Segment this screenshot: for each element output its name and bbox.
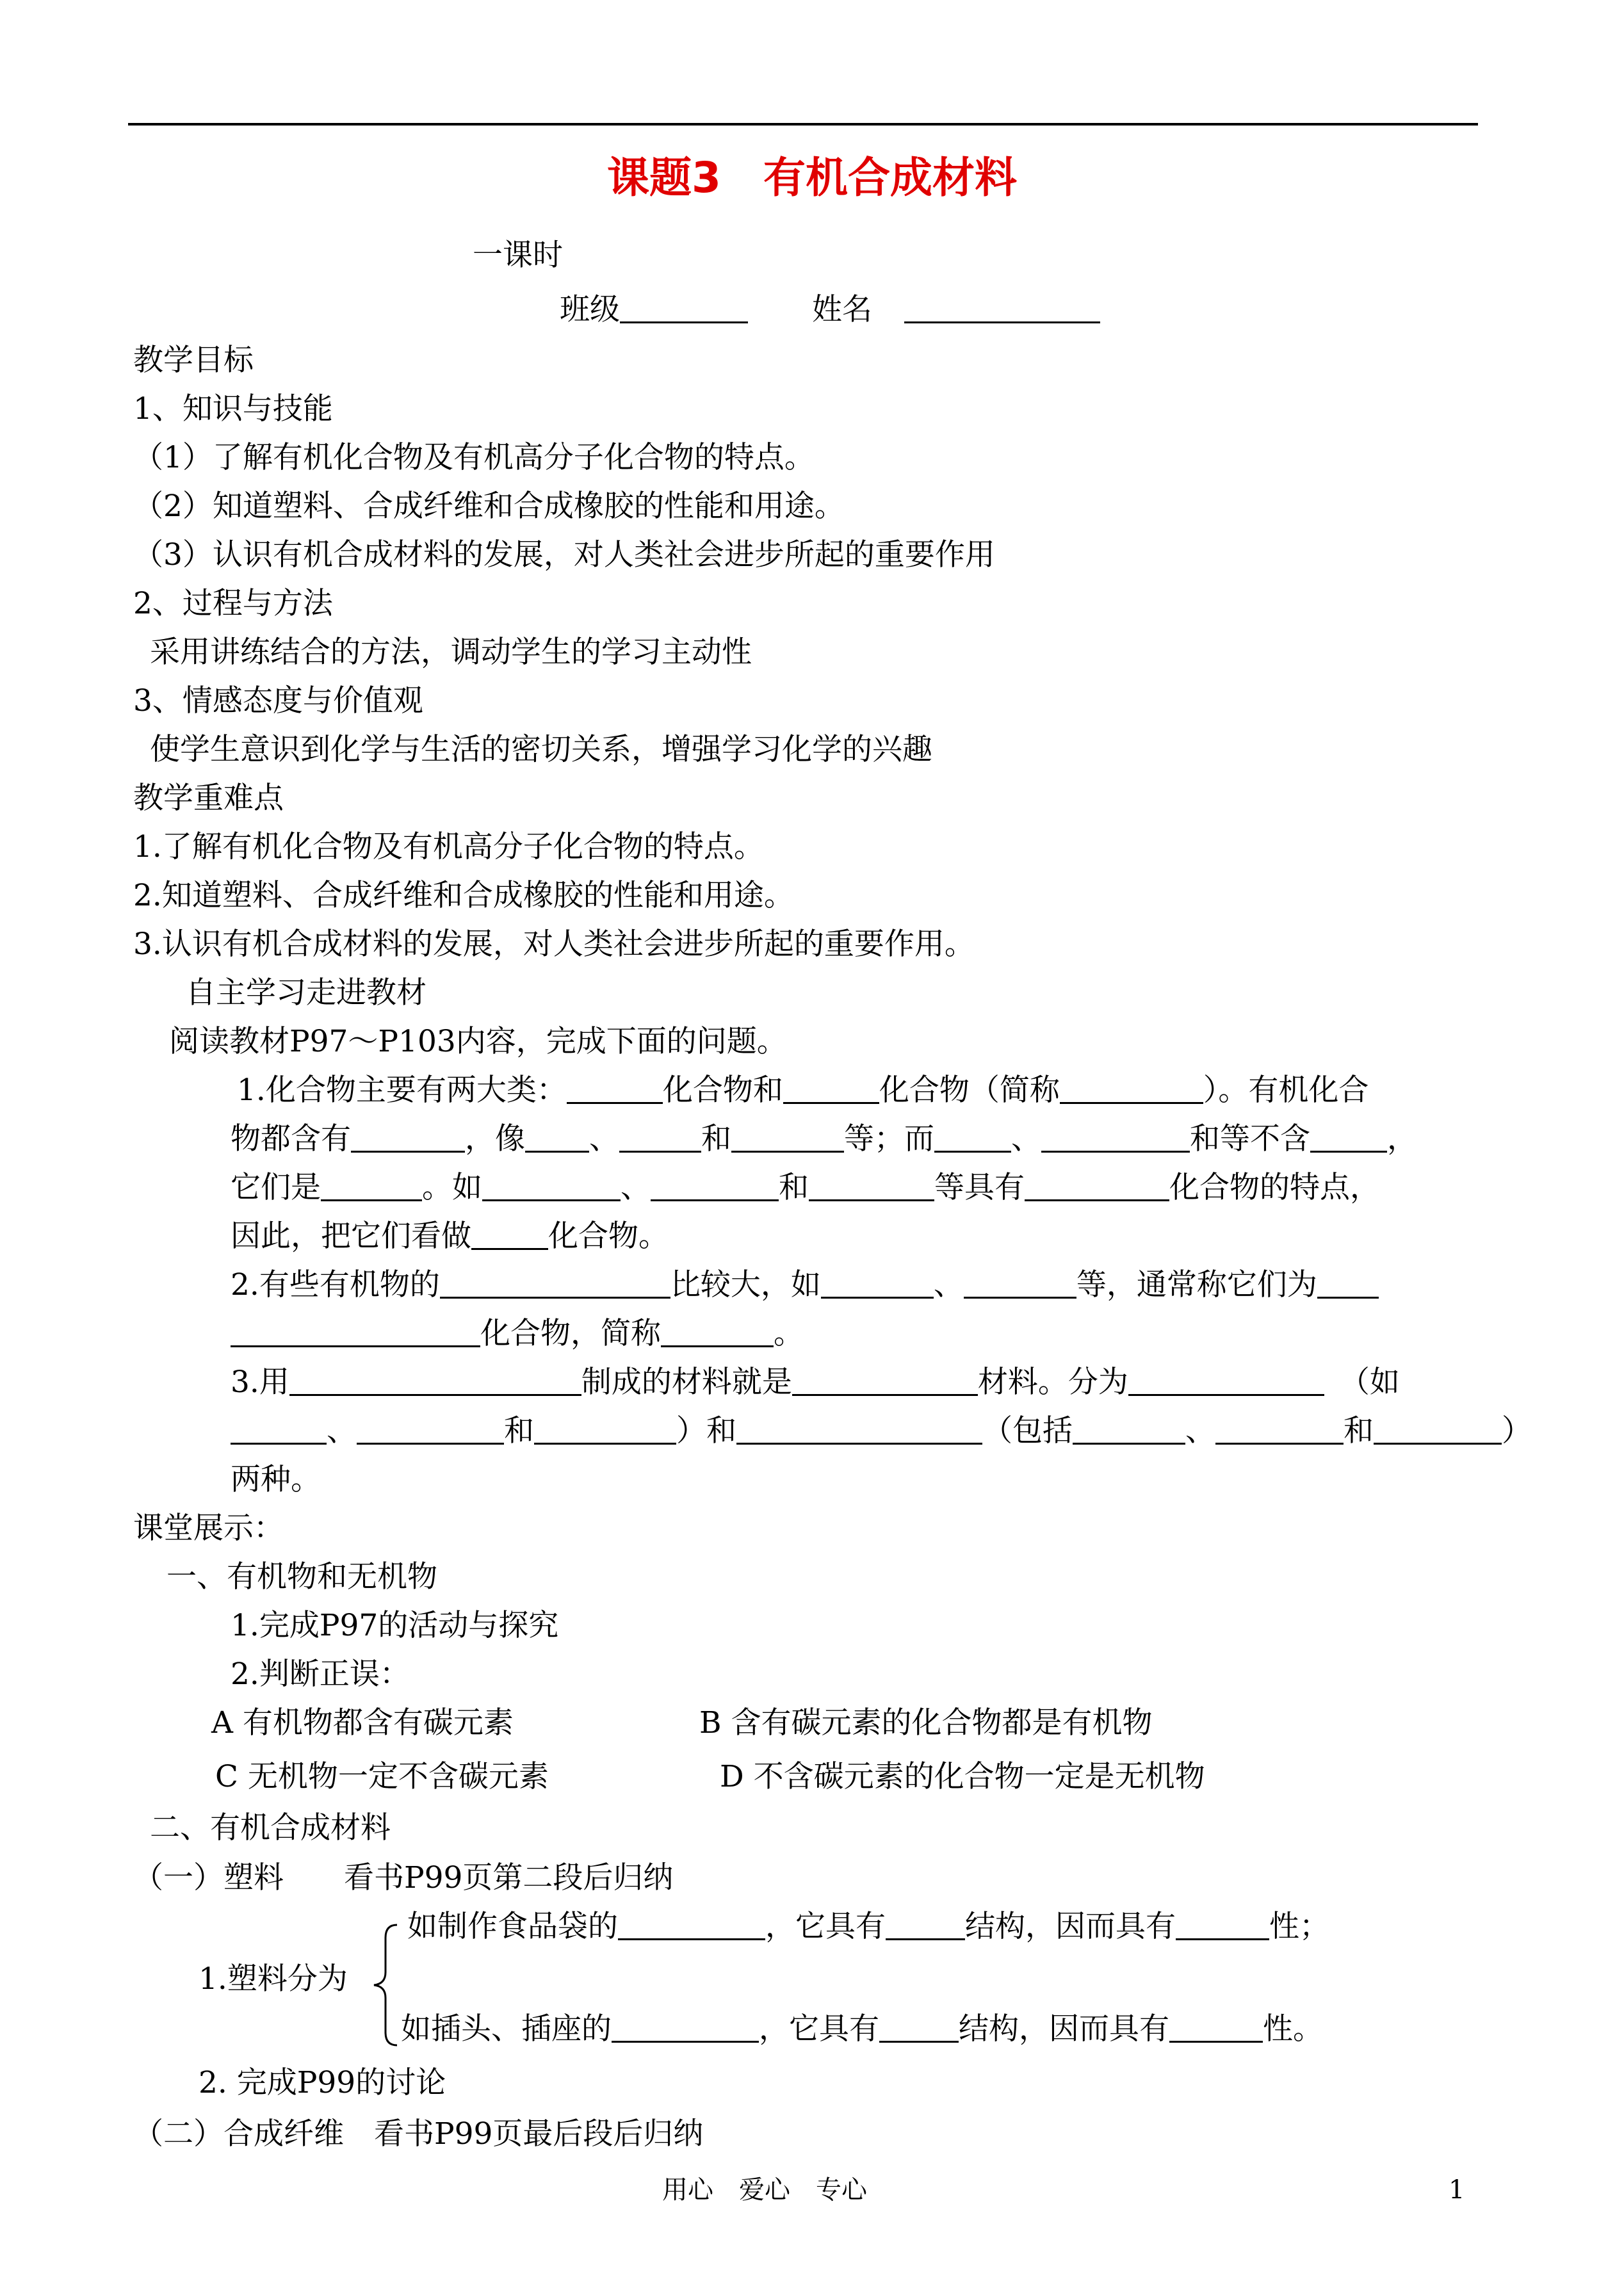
fill-blank[interactable] [471,1221,548,1250]
fill-blank[interactable] [661,1318,774,1347]
objective-item: 采用讲练结合的方法，调动学生的学习主动性 [150,635,752,670]
fill-blank[interactable] [1073,1416,1185,1445]
fill-blank[interactable] [821,1270,934,1299]
fill-blank[interactable] [1060,1075,1203,1104]
key-points-heading: 教学重难点 [133,781,284,816]
fill-blank[interactable] [482,1172,621,1201]
fill-blank[interactable] [612,2014,759,2043]
page-title: 课题3 有机合成材料 [607,153,1017,202]
fill-blank[interactable] [651,1172,779,1201]
fill-blank[interactable] [1374,1416,1502,1445]
brace-icon [371,1921,400,2049]
fill-blank[interactable] [357,1416,504,1445]
self-study-instruction: 阅读教材P97～P103内容，完成下面的问题。 [169,1024,787,1059]
key-point: 2.知道塑料、合成纤维和合成橡胶的性能和用途。 [133,878,794,913]
key-point: 1.了解有机化合物及有机高分子化合物的特点。 [133,829,764,864]
question-1-line-3: 它们是 。如 、 和 等具有 化合物的特点， [231,1170,1380,1205]
discussion-item: 2. 完成P99的讨论 [199,2065,446,2100]
activity-item: 1.完成P97的活动与探究 [231,1608,559,1643]
fill-blank[interactable] [731,1124,844,1153]
objective-section-2: 2、过程与方法 [133,586,333,621]
option-c: C 无机物一定不含碳元素 [215,1759,549,1794]
option-b: B 含有碳元素的化合物都是有机物 [699,1705,1153,1740]
fill-blank[interactable] [1176,1911,1269,1940]
fill-blank[interactable] [886,1911,965,1940]
fill-blank[interactable] [618,1911,765,1940]
question-3-line-2: 、 和 ）和 （包括 、 和 ） [231,1413,1532,1450]
objective-item: （1）了解有机化合物及有机高分子化合物的特点。 [133,440,815,475]
question-2-line-2: 化合物，简称 。 [231,1315,804,1352]
question-2-line-1: 2.有些有机物的 比较大，如 、 等，通常称它们为 [231,1267,1379,1304]
fill-blank[interactable] [1128,1367,1324,1396]
objectives-heading: 教学目标 [133,343,254,378]
key-point: 3.认识有机合成材料的发展，对人类社会进步所起的重要作用。 [133,927,975,962]
name-label: 姓名 [812,292,872,327]
fill-blank[interactable] [1025,1172,1169,1201]
question-3-line-3: 两种。 [231,1462,321,1497]
fill-blank[interactable] [1310,1124,1387,1153]
self-study-heading: 自主学习走进教材 [186,975,426,1010]
question-1-line-2: 物都含有 ，像 、 和 等；而 、 和等不含 ， [231,1121,1417,1156]
objective-item: （2）知道塑料、合成纤维和合成橡胶的性能和用途。 [133,489,845,524]
fill-blank[interactable] [351,1124,465,1153]
question-1-line-1: 1.化合物主要有两大类： 化合物和 化合物（简称 ）。有机化合 [237,1073,1369,1108]
option-a: A 有机物都含有碳元素 [211,1705,514,1740]
fill-blank[interactable] [809,1172,934,1201]
judge-item: 2.判断正误： [231,1657,410,1692]
fill-blank[interactable] [619,1124,701,1153]
plastics-heading: （一）塑料 看书P99页第二段后归纳 [133,1860,674,1895]
fill-blank[interactable] [525,1124,589,1153]
objective-item: 使学生意识到化学与生活的密切关系，增强学习化学的兴趣 [150,732,932,767]
fill-blank[interactable] [783,1075,879,1104]
plastic-type-a: 如制作食品袋的 ，它具有 结构，因而具有 性； [407,1909,1329,1944]
fill-blank[interactable] [534,1416,676,1445]
fill-blank[interactable] [1041,1124,1190,1153]
name-blank[interactable] [904,295,1100,323]
fill-blank[interactable] [1317,1270,1379,1299]
class-name-row [560,291,1100,328]
fill-blank[interactable] [231,1416,327,1445]
question-3-line-1: 3.用 制成的材料就是 材料。分为 （如 [231,1365,1400,1400]
objective-section-1: 1、知识与技能 [133,391,333,426]
classroom-heading: 课堂展示： [133,1511,284,1546]
lesson-period: 一课时 [473,238,563,273]
fill-blank[interactable] [567,1075,663,1104]
fill-blank[interactable] [1215,1416,1344,1445]
class-label: 班级 [560,292,620,327]
footer-motto: 用心 爱心 专心 [662,2175,867,2205]
fill-blank[interactable] [934,1124,1011,1153]
fill-blank[interactable] [964,1270,1076,1299]
fill-blank[interactable] [289,1367,581,1396]
objective-section-3: 3、情感态度与价值观 [133,683,423,718]
fill-blank[interactable] [736,1416,982,1445]
fiber-heading: （二）合成纤维 看书P99页最后段后归纳 [133,2116,704,2152]
fill-blank[interactable] [440,1270,670,1299]
objective-item: （3）认识有机合成材料的发展，对人类社会进步所起的重要作用 [133,537,995,572]
part-2-heading: 二、有机合成材料 [150,1810,391,1845]
plastics-classification-label: 1.塑料分为 [199,1961,348,1997]
fill-blank[interactable] [792,1367,978,1396]
fill-blank[interactable] [231,1318,480,1347]
class-blank[interactable] [620,295,748,323]
header-rule [128,123,1478,126]
plastic-type-b: 如插头、插座的 ，它具有 结构，因而具有 性。 [401,2011,1323,2047]
question-1-line-4: 因此，把它们看做 化合物。 [231,1219,669,1254]
fill-blank[interactable] [1169,2014,1263,2043]
page-number: 1 [1449,2175,1465,2205]
fill-blank[interactable] [321,1172,422,1201]
option-d: D 不含碳元素的化合物一定是无机物 [720,1759,1205,1794]
part-1-heading: 一、有机物和无机物 [166,1559,437,1594]
fill-blank[interactable] [879,2014,959,2043]
